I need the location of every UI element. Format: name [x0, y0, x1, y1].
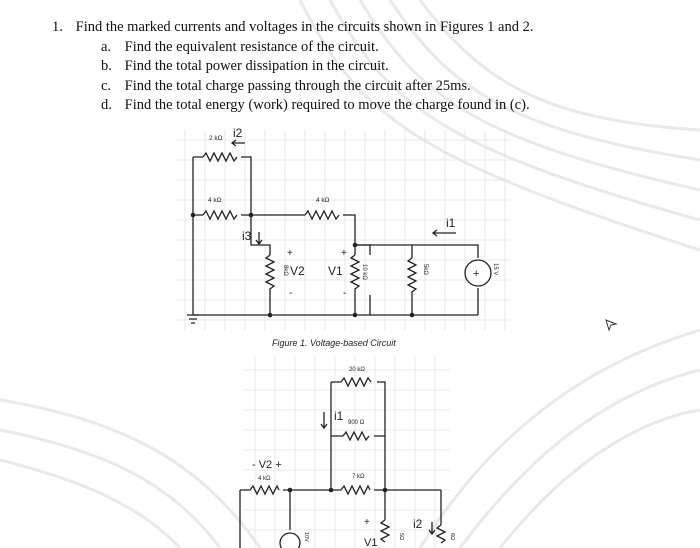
fig1-label-plus2: + [341, 248, 347, 259]
fig1-label-i2: i2 [233, 126, 243, 140]
fig2-i1-arrow [321, 412, 327, 428]
figure1-circuit [187, 153, 478, 323]
fig1-label-4k-left: 4 kΩ [208, 197, 222, 204]
fig1-resistor-4k-mid [305, 211, 339, 219]
fig1-label-8k: 8kΩ [282, 265, 288, 276]
fig1-ground [187, 315, 199, 323]
fig2-voltage-source [280, 533, 300, 548]
part-d-label: d. [101, 97, 112, 114]
fig2-resistor-v1 [381, 520, 389, 542]
fig2-label-v2: - V2 + [252, 459, 282, 471]
fig1-label-i3: i3 [242, 229, 252, 243]
fig2-label-7k: 7 kΩ [352, 474, 365, 480]
fig2-label-src: 10V [303, 532, 309, 542]
fig1-i1-arrow [433, 230, 456, 236]
fig2-label-i1: i1 [334, 409, 344, 423]
fig2-label-plus: + [364, 517, 370, 528]
problem-number: 1. [52, 19, 63, 35]
fig1-label-4k-mid: 4 kΩ [316, 197, 330, 204]
fig1-label-minus2: - [343, 288, 347, 299]
fig2-label-v1: V1 [364, 537, 378, 548]
fig2-wire-verticals [240, 490, 441, 548]
fig2-label-900: 900 Ω [348, 420, 365, 426]
fig1-label-5k: 5kΩ [422, 264, 428, 275]
fig1-label-15v: 15 V [492, 263, 498, 276]
part-a-label: a. [101, 38, 112, 55]
fig1-i3-arrow [256, 232, 262, 244]
fig2-label-r1: 5Ω [398, 533, 404, 541]
fig1-label-10k: 10 kΩ [361, 264, 367, 280]
fig1-label-v2: V2 [290, 264, 305, 278]
fig1-resistor-8k [266, 255, 274, 300]
fig1-resistor-v1 [351, 255, 359, 295]
figure1-caption: Figure 1. Voltage-based Circuit [272, 338, 396, 348]
fig1-resistor-5k [408, 258, 416, 295]
fig1-label-minus1: - [289, 288, 293, 299]
part-b-label: b. [101, 58, 112, 75]
fig1-label-2k: 2 kΩ [209, 135, 223, 142]
fig1-label-plus1: + [287, 248, 293, 259]
fig2-resistor-20k [341, 378, 371, 386]
problem-stem-text: Find the marked currents and voltages in the circuits shown in Figures 1 and 2. [75, 19, 534, 35]
part-c-text: Find the total charge passing through the circuit after 25ms. [124, 77, 471, 94]
fig2-label-4k: 4 kΩ [258, 476, 271, 482]
mouse-cursor-icon [604, 318, 618, 332]
fig1-label-i1: i1 [446, 216, 456, 230]
fig2-label-i2: i2 [413, 517, 423, 531]
fig2-i2-arrow [429, 522, 435, 534]
fig1-wire-top [193, 157, 251, 215]
fig1-label-v1: V1 [328, 264, 343, 278]
part-c-label: c. [101, 77, 112, 94]
fig2-resistor-right [437, 525, 445, 543]
part-b-text: Find the total power dissipation in the circuit. [124, 58, 389, 75]
fig1-source-plus: + [473, 268, 480, 280]
fig2-label-r2: 6Ω [449, 533, 455, 541]
fig2-label-20k: 20 kΩ [349, 367, 365, 373]
fig2-resistor-900 [343, 432, 369, 440]
fig1-i2-arrow [232, 140, 245, 146]
part-d-text: Find the total energy (work) required to move the charge found in (c). [124, 97, 530, 114]
fig1-resistor-4k-left [203, 211, 237, 219]
part-a-text: Find the equivalent resistance of the circuit. [124, 38, 379, 55]
